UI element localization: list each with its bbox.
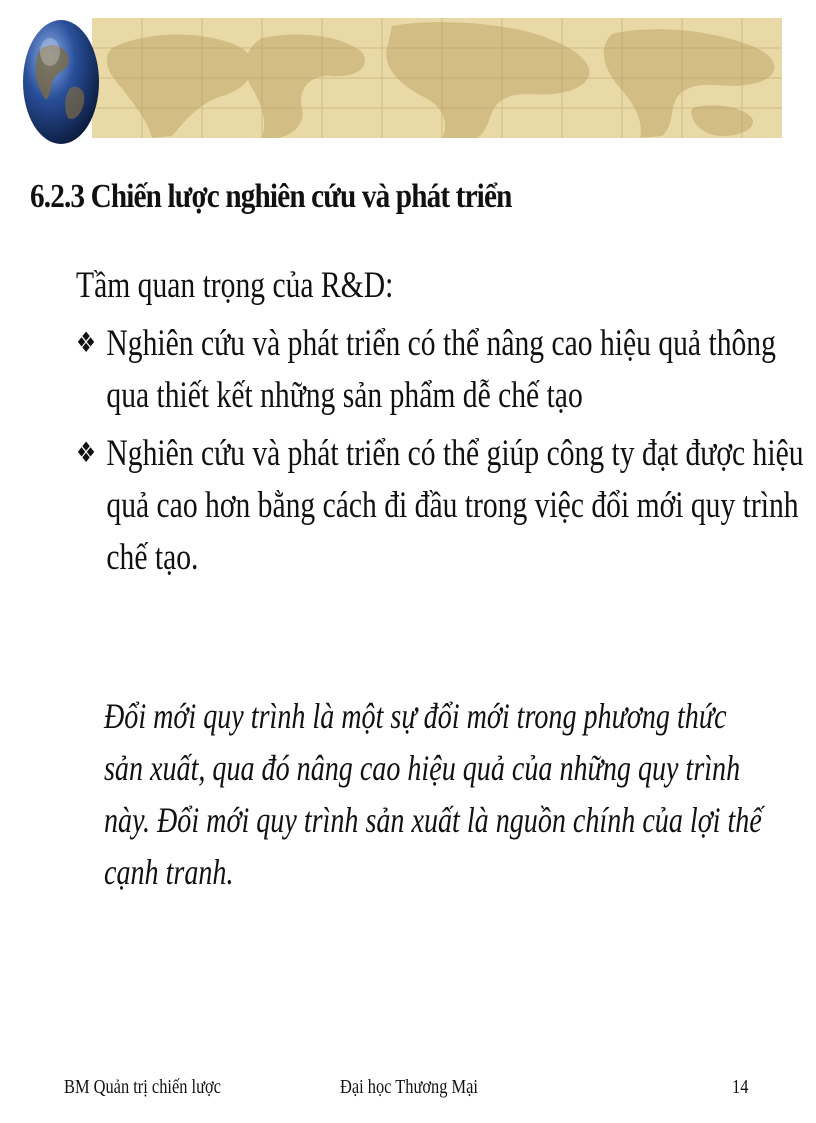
diamond-bullet-icon: ❖ — [76, 328, 97, 359]
slide-title: 6.2.3 Chiến lược nghiên cứu và phát triển — [30, 178, 512, 215]
slide-body — [76, 260, 804, 590]
definition-line: sản xuất, qua đó nâng cao hiệu quả của những quy trình — [104, 748, 741, 788]
bullet-item — [76, 318, 776, 422]
footer-university: Đại học Thương Mại — [340, 1076, 478, 1098]
bullet-item — [76, 428, 804, 584]
page-number: 14 — [732, 1076, 749, 1098]
bullet-line: Nghiên cứu và phát triển có thể nâng cao hiệu quả thông — [106, 323, 776, 364]
diamond-bullet-icon: ❖ — [76, 438, 97, 469]
definition-line: Đổi mới quy trình là một sự đổi mới trong phương thức — [104, 696, 727, 736]
world-map-banner — [92, 18, 782, 138]
footer-department: BM Quản trị chiến lược — [64, 1076, 221, 1098]
definition-line: này. Đổi mới quy trình sản xuất là nguồn chính của lợi thế — [104, 800, 762, 840]
bullet-line: qua thiết kết những sản phẩm dễ chế tạo — [106, 375, 583, 416]
definition-line: cạnh tranh. — [104, 852, 234, 892]
globe-icon — [22, 18, 100, 146]
bullet-line: Nghiên cứu và phát triển có thể giúp công ty đạt được hiệu — [106, 433, 804, 474]
bullet-line: chế tạo. — [106, 537, 199, 578]
bullet-line: quả cao hơn bằng cách đi đầu trong việc đổi mới quy trình — [106, 485, 799, 526]
intro-text: Tầm quan trọng của R&D: — [76, 265, 394, 306]
definition-text — [104, 690, 762, 898]
